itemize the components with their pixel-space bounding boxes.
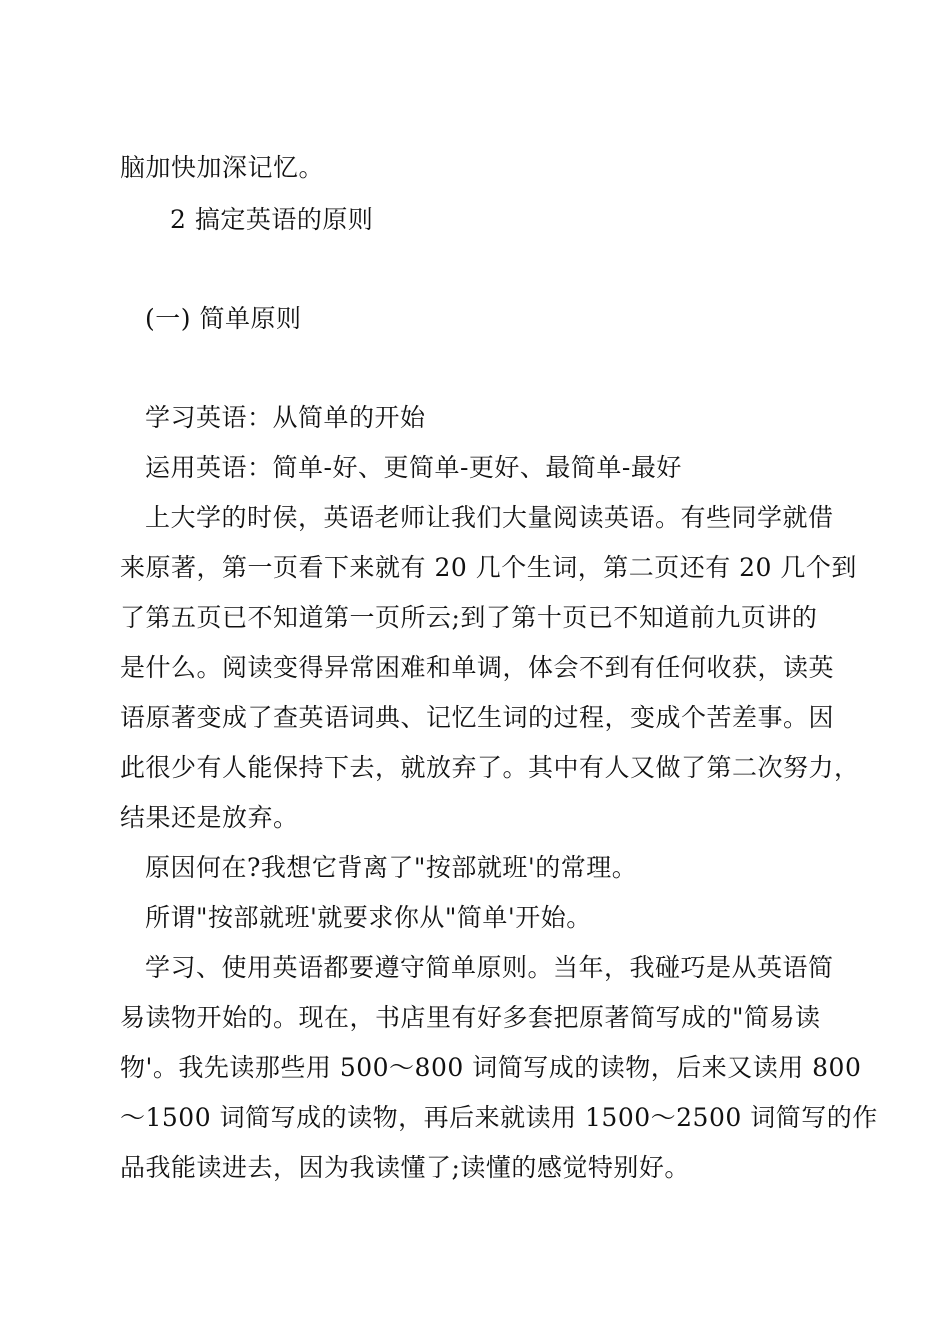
paragraph-line: 易读物开始的。现在，书店里有好多套把原著简写成的"简易读 xyxy=(120,1003,821,1032)
text-line: 学习英语：从简单的开始 xyxy=(145,403,426,432)
paragraph-line: 来原著，第一页看下来就有 20 几个生词，第二页还有 20 几个到 xyxy=(120,553,857,582)
paragraph-line: 原因何在?我想它背离了"按部就班'的常理。 xyxy=(145,853,638,882)
paragraph-line: 此很少有人能保持下去，就放弃了。其中有人又做了第二次努力， xyxy=(120,753,860,782)
paragraph-line: 品我能读进去，因为我读懂了;读懂的感觉特别好。 xyxy=(120,1153,690,1182)
paragraph-line: 物'。我先读那些用 500～800 词简写成的读物，后来又读用 800 xyxy=(120,1053,862,1082)
paragraph-line: 了第五页已不知道第一页所云;到了第十页已不知道前九页讲的 xyxy=(120,603,818,632)
paragraph-line: 学习、使用英语都要遵守简单原则。当年，我碰巧是从英语简 xyxy=(145,953,834,982)
paragraph-line: ～1500 词简写成的读物，再后来就读用 1500～2500 词简写的作 xyxy=(120,1103,878,1132)
paragraph-line: 结果还是放弃。 xyxy=(120,803,299,832)
section-heading: 2 搞定英语的原则 xyxy=(170,205,374,234)
text-line: 脑加快加深记忆。 xyxy=(120,153,325,182)
text-line: 运用英语：简单-好、更简单-更好、最简单-最好 xyxy=(145,453,682,482)
paragraph-line: 所谓"按部就班'就要求你从"简单'开始。 xyxy=(145,903,592,932)
paragraph-line: 语原著变成了查英语词典、记忆生词的过程，变成个苦差事。因 xyxy=(120,703,835,732)
paragraph-line: 上大学的时侯，英语老师让我们大量阅读英语。有些同学就借 xyxy=(145,503,834,532)
subsection-heading: (一) 简单原则 xyxy=(145,304,302,333)
paragraph-line: 是什么。阅读变得异常困难和单调，体会不到有任何收获，读英 xyxy=(120,653,835,682)
